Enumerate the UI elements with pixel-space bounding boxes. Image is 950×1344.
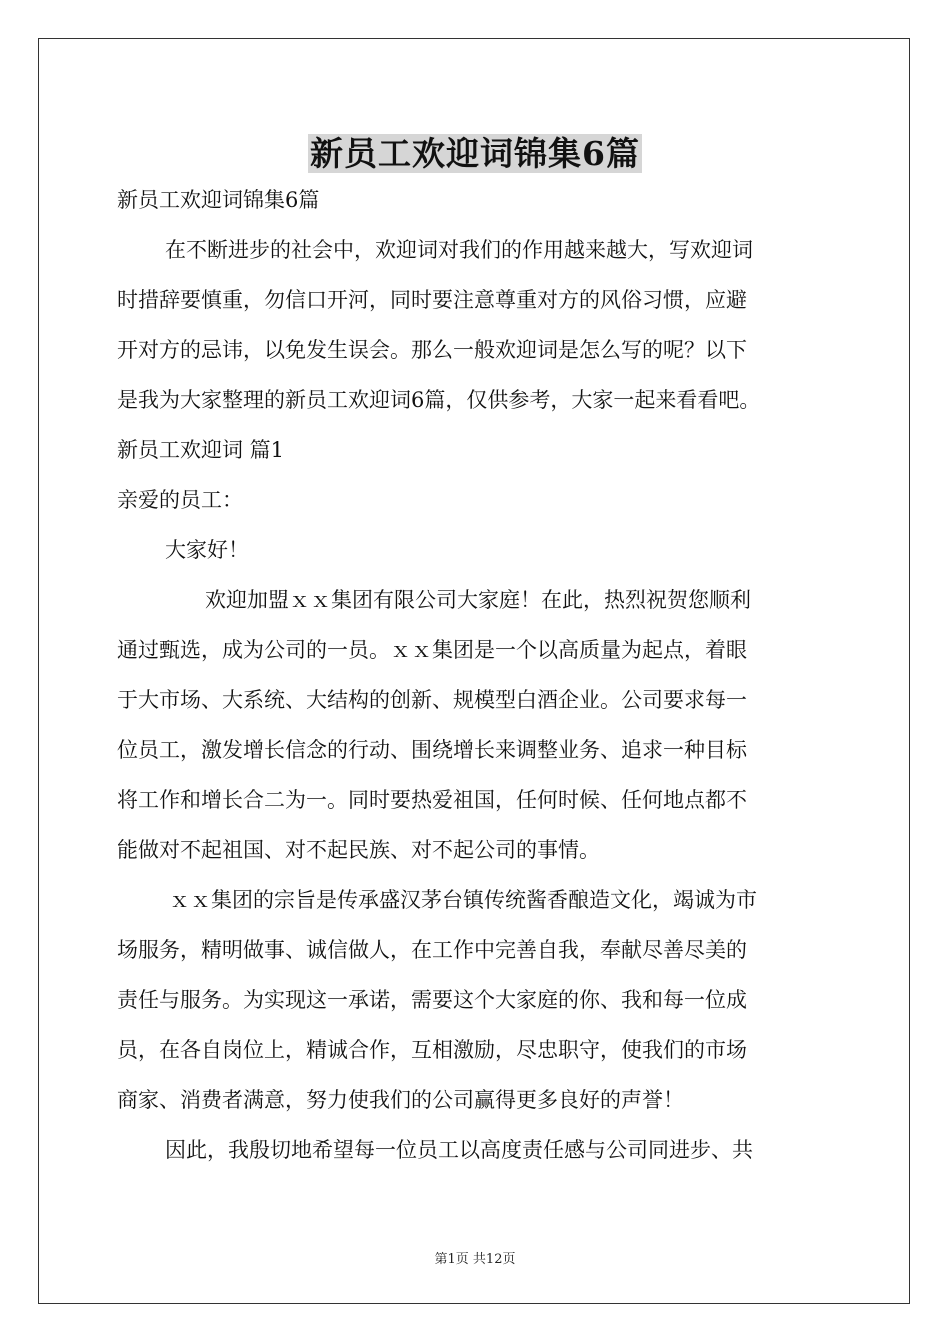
paragraph-line: 开对方的忌讳，以免发生误会。那么一般欢迎词是怎么写的呢？以下 [117,338,747,362]
document-title [0,128,950,175]
salutation: 亲爱的员工： [117,488,243,512]
document-title-text: 新员工欢迎词锦集6篇 [310,134,640,173]
paragraph-line: 将工作和增长合二为一。同时要热爱祖国，任何时候、任何地点都不 [117,788,747,812]
greeting: 大家好！ [165,538,249,562]
paragraph-line: 场服务，精明做事、诚信做人，在工作中完善自我，奉献尽善尽美的 [117,938,747,962]
paragraph-line: 是我为大家整理的新员工欢迎词6篇，仅供参考，大家一起来看看吧。 [117,388,761,412]
page-number-footer: 第1页 共12页 [434,1252,516,1267]
paragraph-line: 于大市场、大系统、大结构的创新、规模型白酒企业。公司要求每一 [117,688,747,712]
paragraph-line: 时措辞要慎重，勿信口开河，同时要注意尊重对方的风俗习惯，应避 [117,288,747,312]
paragraph-line: 商家、消费者满意，努力使我们的公司赢得更多良好的声誉！ [117,1088,684,1112]
paragraph-line: 员，在各自岗位上，精诚合作，互相激励，尽忠职守，使我们的市场 [117,1038,747,1062]
paragraph-line: 能做对不起祖国、对不起民族、对不起公司的事情。 [117,838,600,862]
paragraph-line: ｘｘ集团的宗旨是传承盛汉茅台镇传统酱香酿造文化，竭诚为市 [169,888,757,912]
paragraph-line: 在不断进步的社会中，欢迎词对我们的作用越来越大，写欢迎词 [165,238,753,262]
paragraph-line: 因此，我殷切地希望每一位员工以高度责任感与公司同进步、共 [165,1138,753,1162]
section-heading: 新员工欢迎词 篇1 [117,438,285,462]
paragraph-line: 位员工，激发增长信念的行动、围绕增长来调整业务、追求一种目标 [117,738,747,762]
paragraph-line: 责任与服务。为实现这一承诺，需要这个大家庭的你、我和每一位成 [117,988,747,1012]
paragraph-line: 欢迎加盟ｘｘ集团有限公司大家庭！在此，热烈祝贺您顺利 [205,588,751,612]
paragraph-line: 通过甄选，成为公司的一员。ｘｘ集团是一个以高质量为起点，着眼 [117,638,747,662]
document-body [117,175,837,1175]
subtitle-line: 新员工欢迎词锦集6篇 [117,188,320,212]
